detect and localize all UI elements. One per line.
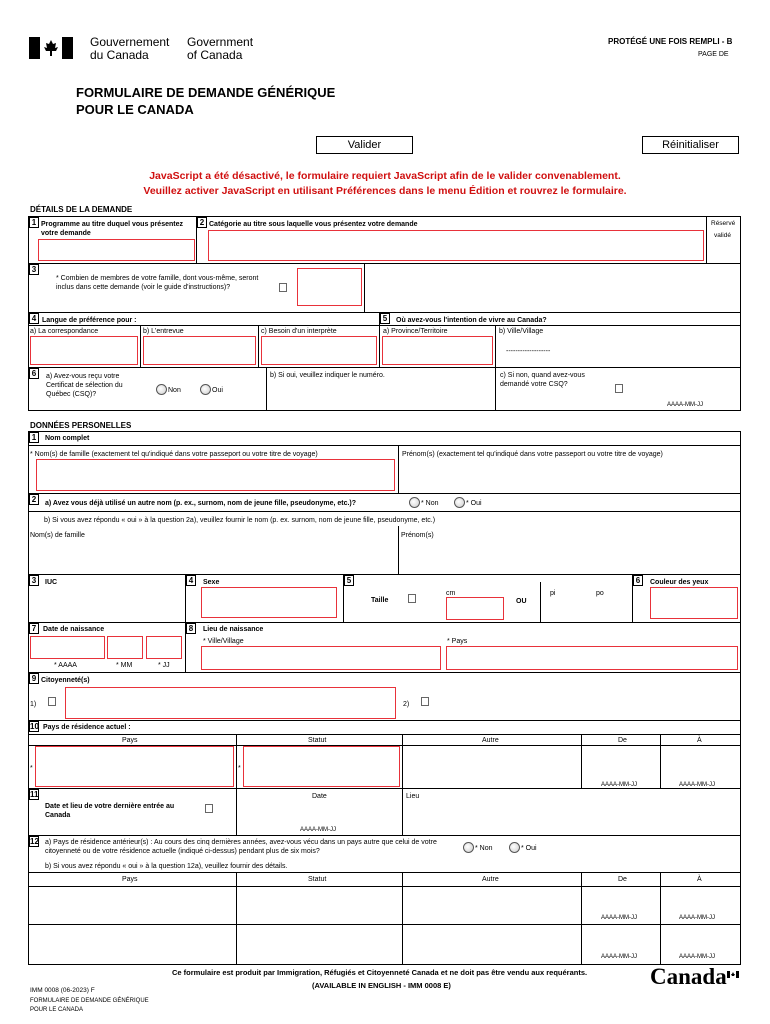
personal-section-title: DONNÉES PERSONELLES [30,421,132,430]
p10-number: 10 [30,722,39,731]
protected-label: PROTÉGÉ UNE FOIS REMPLI - B [608,37,733,46]
p2-number: 2 [29,494,39,505]
p9-number: 9 [29,673,39,684]
current-residence-label: Pays de résidence actuel : [43,724,131,731]
form-code: IMM 0008 (06-2023) F [30,987,95,994]
prev-residence-label: a) Pays de résidence antérieur(s) : Au cours des cinq dernières années, avez-vous vécu dans un pays autre que celui de votre citoyenneté ou de votre résidence actuelle (indiqué ci-dessus) pendant plus de six mois? [45,839,437,855]
category-label: Catégorie au titre sous laquelle vous présentez votre demande [209,221,418,228]
prev-residence-details-label: b) Si vous avez répondu « oui » à la question 12a), veuillez fournir des détails. [45,863,288,870]
other-name-label: a) Avez vous déjà utilisé un autre nom (p. ex., surnom, nom de jeune fille, pseudonyme, etc.)? [45,500,357,507]
full-name-label: Nom complet [45,435,90,442]
res-other-header: Autre [482,737,499,744]
reset-button[interactable]: Réinitialiser [642,136,739,154]
other-name-yes-label: * Oui [466,500,482,507]
csq-date-format: AAAA-MM-JJ [667,402,703,408]
or-label: OU [516,598,527,605]
dob-day-input[interactable] [146,636,182,659]
citizenship-label: Citoyenneté(s) [41,677,90,684]
res-country-header: Pays [122,737,138,744]
last-entry-label: Date et lieu de votre dernière entrée au Canada [45,803,175,819]
js-warning-line2: Veuillez activer JavaScript en utilisant Préférences dans le menu Édition et rouvrez le formulaire. [143,185,627,197]
city-label: b) Ville/Village [499,328,544,335]
res-from-format: AAAA-MM-JJ [601,782,637,788]
language-label: Langue de préférence pour : [42,317,137,324]
footer-form-title-1: FORMULAIRE DE DEMANDE GÉNÉRIQUE [30,998,149,1004]
res-country-input[interactable] [35,746,234,787]
citizenship-2-label: 2) [403,701,410,708]
footer-note: Ce formulaire est produit par Immigration, Réfugiés et Citoyenneté Canada et ne doit pas être vendu aux requérants. [172,968,588,977]
csq-no-label: Non [168,387,181,394]
height-cm-input[interactable] [446,597,504,620]
csq-date-checkbox[interactable] [615,384,623,393]
csq-date-label: c) Si non, quand avez-vous demandé votre CSQ? [500,372,585,388]
q1-number: 1 [29,217,39,228]
citizenship-1-input[interactable] [65,687,396,719]
city-value[interactable]: ------------------- [506,348,551,355]
other-given-name-label: Prénom(s) [401,532,434,539]
js-warning-line1: JavaScript a été désactivé, le formulaire requiert JavaScript afin de le valider convenablement. [149,170,621,182]
gov-en-line2: of Canada [187,48,243,62]
form-title-line2: POUR LE CANADA [76,102,194,117]
p11-number: 11 [30,790,39,799]
citizenship-2-checkbox[interactable] [421,697,429,706]
prev-residence-no-radio[interactable] [463,842,474,853]
p8-number: 8 [186,623,196,634]
birth-country-input[interactable] [446,646,738,670]
dob-year-format: * AAAA [54,662,77,669]
dob-year-input[interactable] [30,636,105,659]
other-name-yes-radio[interactable] [454,497,465,508]
citizenship-1-label: 1) [30,701,37,708]
province-label: a) Province/Territoire [383,328,448,335]
eye-colour-label: Couleur des yeux [650,579,709,586]
q3-number: 3 [29,264,39,275]
feet-label: pi [550,590,556,597]
interview-label: b) L'entrevue [143,328,184,335]
province-input[interactable] [382,336,493,365]
prev-row2-to-format: AAAA-MM-JJ [679,954,715,960]
program-input[interactable] [38,239,195,261]
interpreter-input[interactable] [261,336,377,365]
reserved-label: Réservé [711,220,736,227]
birth-city-input[interactable] [201,646,441,670]
family-members-checkbox[interactable] [279,283,287,292]
csq-received-label: a) Avez-vous reçu votre Certificat de sélection du Québec (CSQ)? [46,373,123,398]
height-label: Taille [371,597,389,604]
q5-number: 5 [380,313,390,324]
res-to-format: AAAA-MM-JJ [679,782,715,788]
prev-row2-from-format: AAAA-MM-JJ [601,954,637,960]
prev-residence-yes-radio[interactable] [509,842,520,853]
sex-input[interactable] [201,587,337,618]
other-name-no-radio[interactable] [409,497,420,508]
last-entry-place-label: Lieu [406,793,420,800]
intended-residence-label: Où avez-vous l'intention de vivre au Canada? [396,317,547,324]
last-entry-checkbox[interactable] [205,804,213,813]
dob-label: Date de naissance [43,626,105,633]
validated-label: validé [714,232,731,239]
res-to-header: À [697,737,702,744]
other-family-name-label: Nom(s) de famille [30,532,85,539]
p6-number: 6 [633,575,643,586]
prev-status-header: Statut [308,876,327,883]
p5-number: 5 [344,575,354,586]
csq-number-label: b) Si oui, veuillez indiquer le numéro. [270,372,385,379]
family-name-label: * Nom(s) de famille (exactement tel qu'indiqué dans votre passeport ou votre titre de voyage) [30,451,318,458]
birthplace-label: Lieu de naissance [203,626,264,633]
interview-input[interactable] [143,336,256,365]
q2-number: 2 [197,217,207,228]
prev-row1-from-format: AAAA-MM-JJ [601,915,637,921]
uci-label: IUC [45,579,58,586]
inches-label: po [596,590,604,597]
res-status-input[interactable] [243,746,400,787]
csq-no-radio[interactable] [156,384,167,395]
q4-number: 4 [29,313,39,324]
correspondence-input[interactable] [30,336,138,365]
res-status-header: Statut [308,737,327,744]
other-name-no-label: * Non [421,500,439,507]
family-members-label: * Combien de membres de votre famille, dont vous-même, seront inclus dans cette demande (voir le guide d'instructions)? [56,275,259,291]
family-name-input[interactable] [36,459,395,491]
cm-label: cm [446,590,456,597]
category-input[interactable] [208,230,704,261]
dob-day-format: * JJ [158,662,170,669]
last-entry-date-label: Date [312,793,327,800]
footer-english-note: (AVAILABLE IN ENGLISH - IMM 0008 E) [312,981,451,990]
wordmark-flag-icon [727,965,739,972]
sex-label: Sexe [203,579,220,586]
res-country-required: * [30,765,33,772]
page-number: PAGE DE [698,51,729,58]
p12-number: 12 [30,837,39,846]
birth-city-label: * Ville/Village [203,638,244,645]
csq-yes-radio[interactable] [200,384,211,395]
prev-from-header: De [618,876,627,883]
height-checkbox[interactable] [408,594,416,603]
res-from-header: De [618,737,627,744]
gov-fr-line2: du Canada [90,48,149,62]
footer-form-title-2: POUR LE CANADA [30,1007,84,1013]
birth-country-label: * Pays [447,638,468,645]
p7-number: 7 [29,623,39,634]
prev-residence-no-label: * Non [475,845,493,852]
canada-wordmark: Canada [650,964,727,989]
validate-button[interactable]: Valider [316,136,413,154]
res-status-required: * [238,765,241,772]
dob-month-input[interactable] [107,636,143,659]
application-section-title: DÉTAILS DE LA DEMANDE [30,205,133,214]
q6-number: 6 [29,368,39,379]
prev-country-header: Pays [122,876,138,883]
interpreter-label: c) Besoin d'un interprète [261,328,337,335]
last-entry-date-format: AAAA-MM-JJ [300,827,336,833]
other-name-details-label: b) Si vous avez répondu « oui » à la question 2a), veuillez fournir le nom (p. ex. surnom, nom de jeune fille, pseudonyme, etc.) [44,517,436,524]
csq-yes-label: Oui [212,387,223,394]
gov-fr-line1: Gouvernement [90,35,170,49]
canada-flag-icon [29,37,73,59]
form-title-line1: FORMULAIRE DE DEMANDE GÉNÉRIQUE [76,85,336,100]
prev-to-header: À [697,876,702,883]
prev-residence-yes-label: * Oui [521,845,537,852]
given-name-label: Prénom(s) (exactement tel qu'indiqué dans votre passeport ou votre titre de voyage) [402,451,663,458]
citizenship-1-checkbox[interactable] [48,697,56,706]
p4-number: 4 [186,575,196,586]
prev-other-header: Autre [482,876,499,883]
dob-month-format: * MM [116,662,133,669]
correspondence-label: a) La correspondance [30,328,99,335]
p1-number: 1 [29,432,39,443]
eye-colour-input[interactable] [650,587,738,619]
family-members-input[interactable] [297,268,362,306]
program-label: Programme au titre duquel vous présentez votre demande [41,221,183,237]
p3-number: 3 [29,575,39,586]
prev-row1-to-format: AAAA-MM-JJ [679,915,715,921]
gov-en-line1: Government [187,35,254,49]
